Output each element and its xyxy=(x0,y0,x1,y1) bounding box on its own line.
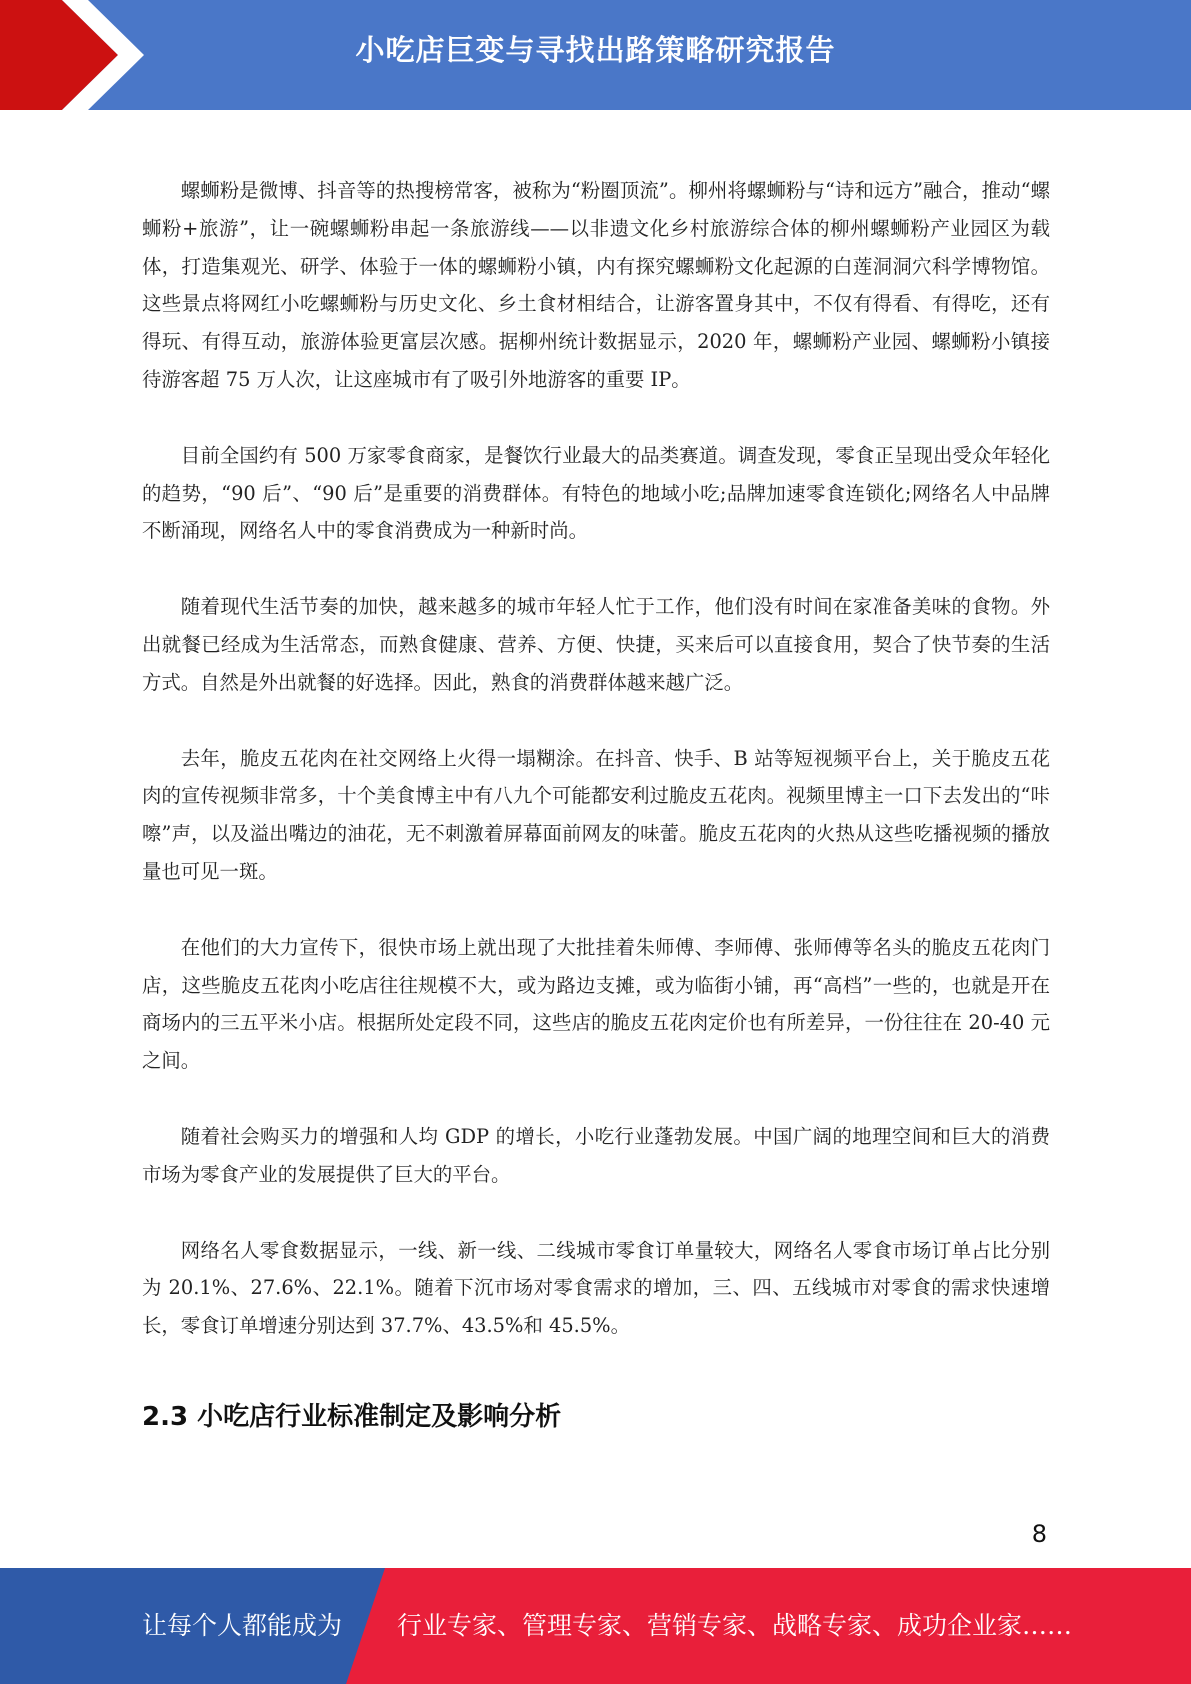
paragraph-6: 随着社会购买力的增强和人均 GDP 的增长，小吃行业蓬勃发展。中国广阔的地理空间和巨大的消费市场为零食产业的发展提供了巨大的平台。 xyxy=(142,1124,1050,1186)
page-footer xyxy=(0,1568,1191,1684)
paragraph-1: 螺蛳粉是微博、抖音等的热搜榜常客，被称为“粉圈顶流”。柳州将螺蛳粉与“诗和远方”融合，推动“螺蛳粉+旅游”，让一碗螺蛳粉串起一条旅游线——以非遗文化乡村旅游综合体的柳州螺蛳粉产业园区为载体，打造集观光、研学、体验于一体的螺蛳粉小镇，内有探究螺蛳粉文化起源的白莲洞洞穴科学博物馆。这些景点将网红小吃螺蛳粉与历史文化、乡土食材相结合，让游客置身其中，不仅有得看、有得吃，还有得玩、有得互动，旅游体验更富层次感。据柳州统计数据显示，2020 年，螺蛳粉产业园、螺蛳粉小镇接待游客超 75 万人次，让这座城市有了吸引外地游客的重要 IP。 xyxy=(142,179,1050,391)
paragraph-3: 随着现代生活节奏的加快，越来越多的城市年轻人忙于工作，他们没有时间在家准备美味的食物。外出就餐已经成为生活常态，而熟食健康、营养、方便、快捷，买来后可以直接食用，契合了快节奏的生活方式。自然是外出就餐的好选择。因此，熟食的消费群体越来越广泛。 xyxy=(142,595,1050,694)
body-content xyxy=(142,172,1050,1345)
paragraph-5: 在他们的大力宣传下，很快市场上就出现了大批挂着朱师傅、李师傅、张师傅等名头的脆皮五花肉门店，这些脆皮五花肉小吃店往往规模不大，或为路边支摊，或为临街小铺，再“高档”一些的，也就是开在商场内的三五平米小店。根据所处定段不同，这些店的脆皮五花肉定价也有所差异，一份往往在 20-40 元之间。 xyxy=(142,935,1050,1073)
paragraph-7: 网络名人零食数据显示，一线、新一线、二线城市零食订单量较大，网络名人零食市场订单占比分别为 20.1%、27.6%、22.1%。随着下沉市场对零食需求的增加，三、四、五线城市对零食的需求快速增长，零食订单增速分别达到 37.7%、43.5%和 45.5%。 xyxy=(142,1238,1050,1338)
paragraph-4: 去年，脆皮五花肉在社交网络上火得一塌糊涂。在抖音、快手、B 站等短视频平台上，关于脆皮五花肉的宣传视频非常多，十个美食博主中有八九个可能都安利过脆皮五花肉。视频里博主一口下去发出的“咔嚓”声，以及溢出嘴边的油花，无不刺激着屏幕面前网友的味蕾。脆皮五花肉的火热从这些吃播视频的播放量也可见一斑。 xyxy=(142,746,1050,883)
page-header xyxy=(0,0,1191,110)
page-number: 8 xyxy=(1031,1520,1047,1548)
footer-slogan-right: 行业专家、管理专家、营销专家、战略专家、成功企业家…… xyxy=(397,1611,1073,1640)
footer-slogan-left: 让每个人都能成为 xyxy=(142,1611,343,1640)
report-title: 小吃店巨变与寻找出路策略研究报告 xyxy=(355,33,836,67)
section-heading: 2.3 小吃店行业标准制定及影响分析 xyxy=(142,1402,562,1432)
paragraph-2: 目前全国约有 500 万家零食商家，是餐饮行业最大的品类赛道。调查发现，零食正呈现出受众年轻化的趋势，“90 后”、“90 后”是重要的消费群体。有特色的地域小吃;品牌加速零食连锁化;网络名人中品牌不断涌现，网络名人中的零食消费成为一种新时尚。 xyxy=(142,443,1050,543)
